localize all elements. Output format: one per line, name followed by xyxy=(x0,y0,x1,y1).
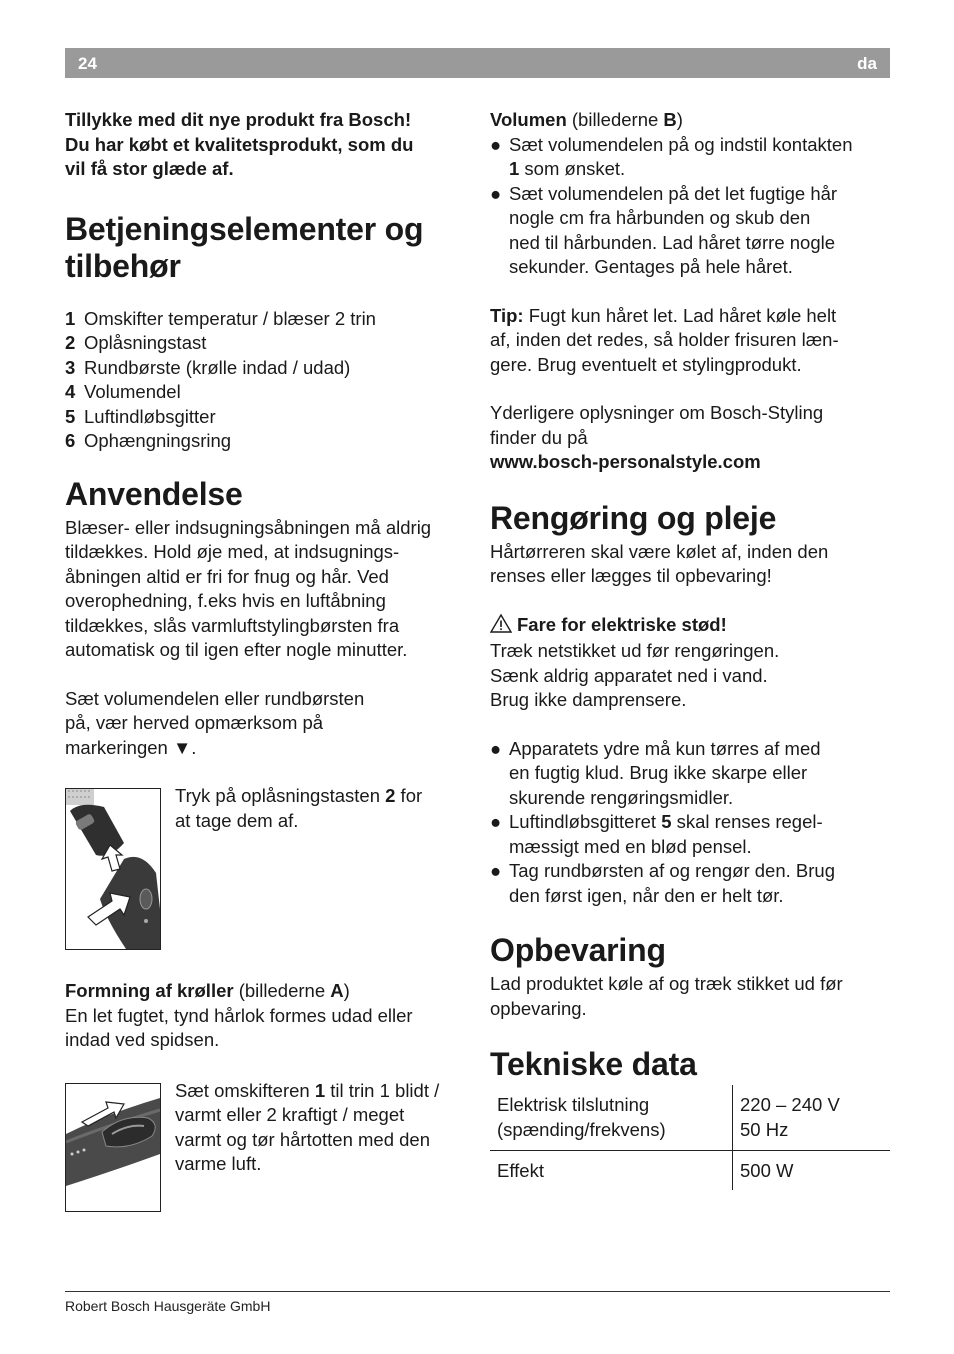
table-cell: Effekt xyxy=(490,1151,733,1190)
bullet-icon: ● xyxy=(490,811,502,832)
table-row xyxy=(490,1085,890,1151)
list-item: ● Sæt volumendelen på og indstil kontakten 1 som ønsket. xyxy=(490,133,853,179)
warning-block: Fare for elektriske stød! Træk netstikket ud før rengøringen. Sænk aldrig apparatet ned i vand. Brug ikke damprensere. xyxy=(490,613,780,710)
list-item: 1 Omskifter temperatur / blæser 2 trin xyxy=(65,307,376,329)
intro-text: Tillykke med dit nye produkt fra Bosch! Du har købt et kvalitetsprodukt, som du vil få stor glæde af. xyxy=(65,109,414,179)
table-cell: Elektrisk tilslutning (spænding/frekvens) xyxy=(490,1085,733,1151)
volume-list xyxy=(490,133,895,280)
storage-paragraph: Lad produktet køle af og træk stikket ud før opbevaring. xyxy=(490,973,843,1019)
table-cell: 220 – 240 V 50 Hz xyxy=(733,1085,891,1151)
curls-paragraph: Formning af krøller (billederne A) En let fugtet, tynd hårlok formes udad eller indad ved spidsen. xyxy=(65,980,413,1050)
language-code: da xyxy=(857,54,877,73)
list-item: 3 Rundbørste (krølle indad / udad) xyxy=(65,356,351,378)
parts-list xyxy=(65,307,470,454)
use-paragraph: Blæser- eller indsugningsåbningen må aldrig tildækkes. Hold øje med, at indsugnings- åbningen altid er fri for fnug og hår. Ved overophedning, f.eks hvis en luftåbning tildækkes, slås varmluftstylingbørsten fra automatisk og til igen efter nogle minutter. xyxy=(65,516,432,660)
list-item: ● Apparatets ydre må kun tørres af med en fugtig klud. Brug ikke skarpe eller skurende rengøringsmidler. xyxy=(490,737,821,808)
bullet-icon: ● xyxy=(490,737,502,759)
controls-heading: Betjeningselementer og tilbehør xyxy=(65,210,424,284)
right-column xyxy=(490,108,895,1190)
list-item: ● Tag rundbørsten af og rengør den. Brug den først igen, når den er helt tør. xyxy=(490,860,835,906)
bullet-icon: ● xyxy=(490,133,502,155)
switch-illustration xyxy=(65,1083,161,1212)
tech-heading: Tekniske data xyxy=(490,1046,697,1082)
more-info-paragraph: Yderligere oplysninger om Bosch-Styling finder du på www.bosch-personalstyle.com xyxy=(490,402,824,472)
list-item: ● Luftindløbsgitteret 5 skal renses regel- mæssigt med en blød pensel. xyxy=(490,811,823,857)
left-column xyxy=(65,108,470,1213)
table-row xyxy=(490,1151,890,1190)
volume-title: Volumen (billederne B) xyxy=(490,109,683,130)
footer-company: Robert Bosch Hausgeräte GmbH xyxy=(65,1298,271,1314)
cleaning-paragraph: Hårtørreren skal være kølet af, inden den renses eller lægges til opbevaring! xyxy=(490,540,829,586)
page-number: 24 xyxy=(78,54,97,73)
storage-heading: Opbevaring xyxy=(490,932,666,968)
footer-divider xyxy=(65,1291,890,1292)
tech-data-table xyxy=(490,1085,890,1190)
tip-paragraph: Tip: Fugt kun håret let. Lad håret køle helt af, inden det redes, så holder frisuren læn- gere. Brug eventuelt et stylingprodukt. xyxy=(490,304,839,375)
use-heading: Anvendelse xyxy=(65,475,243,512)
warning-icon xyxy=(490,614,512,640)
list-item: 5 Luftindløbsgitter xyxy=(65,405,216,427)
attach-paragraph: Sæt volumendelen eller rundbørsten på, vær herved opmærksom på markeringen ▼. xyxy=(65,687,365,758)
page-header-bar xyxy=(65,48,890,78)
list-item: 2 Oplåsningstast xyxy=(65,332,207,353)
list-item: ● Sæt volumendelen på det let fugtige hår nogle cm fra hårbunden og skub den ned til hårbunden. Lad håret tørre nogle sekunder. Gentages på hele håret. xyxy=(490,182,838,277)
switch-instructions: Sæt omskifteren 1 til trin 1 blidt / varmt eller 2 kraftigt / meget varmt og tør hårtotten med den varme luft. xyxy=(175,1079,440,1174)
switch-figure-row xyxy=(65,1079,470,1213)
cleaning-heading: Rengøring og pleje xyxy=(490,499,777,536)
unlock-button-illustration xyxy=(65,788,161,950)
bullet-icon: ● xyxy=(490,860,502,881)
unlock-figure-row xyxy=(65,785,470,950)
list-item: 6 Ophængningsring xyxy=(65,430,232,451)
bullet-icon: ● xyxy=(490,182,502,204)
website-link[interactable]: www.bosch-personalstyle.com xyxy=(490,451,761,472)
cleaning-list xyxy=(490,737,895,909)
list-item: 4 Volumendel xyxy=(65,381,181,402)
table-cell: 500 W xyxy=(740,1160,794,1181)
unlock-instructions: Tryk på oplåsningstasten 2 for at tage dem af. xyxy=(175,785,423,831)
